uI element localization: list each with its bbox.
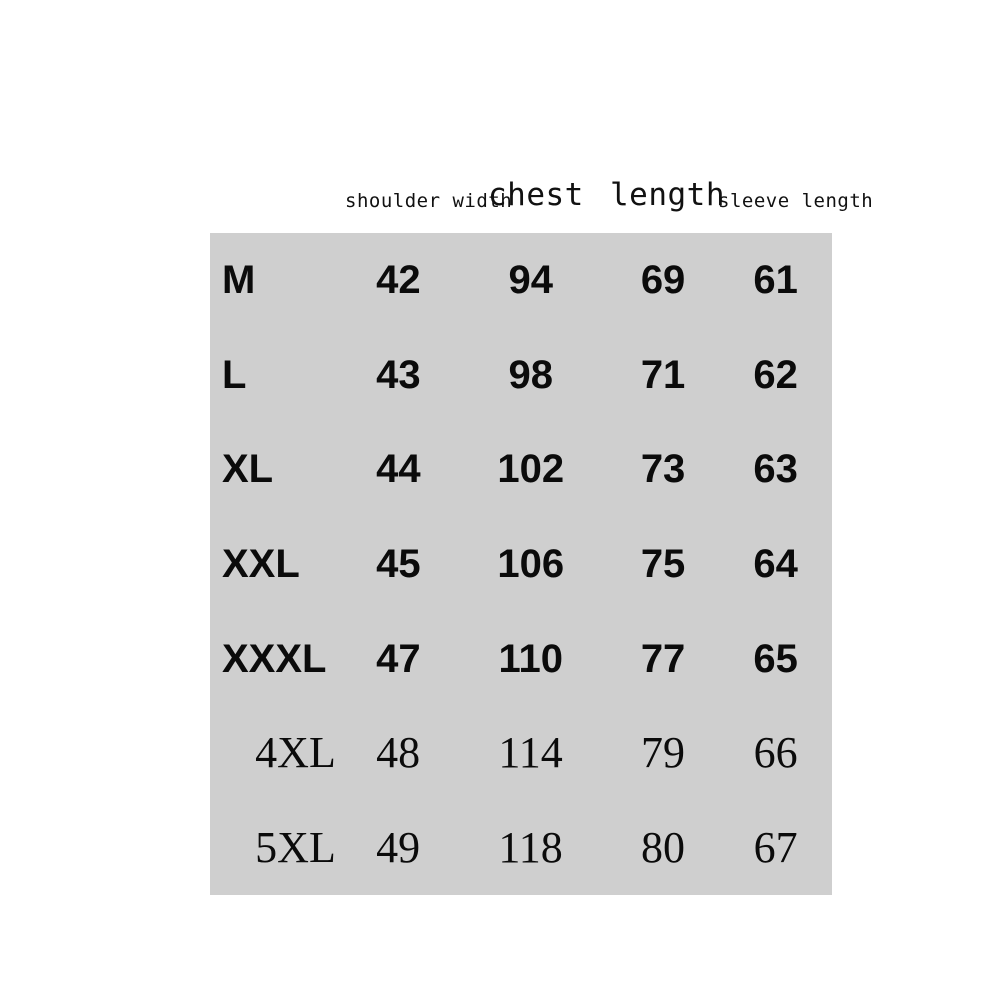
size-table-panel: [210, 233, 832, 895]
cell-size: XXL: [222, 542, 300, 587]
cell-sleeve-length: 61: [753, 258, 798, 303]
table-row: [210, 517, 832, 612]
size-table: [210, 233, 832, 895]
cell-shoulder-width: 49: [376, 822, 421, 872]
cell-size: L: [222, 352, 247, 397]
cell-size: XL: [222, 447, 274, 492]
cell-shoulder-width: 45: [376, 542, 421, 587]
cell-sleeve-length: 65: [753, 636, 798, 681]
cell-sleeve-length: 66: [753, 728, 798, 778]
cell-chest: 118: [498, 822, 563, 872]
cell-shoulder-width: 42: [376, 258, 421, 303]
column-header-shoulder-width: shoulder width: [345, 190, 513, 212]
table-row: [210, 422, 832, 517]
cell-chest: 98: [508, 352, 553, 397]
cell-size: 4XL: [255, 728, 336, 778]
cell-sleeve-length: 62: [753, 352, 798, 397]
table-row: [210, 328, 832, 423]
cell-size: XXXL: [222, 636, 327, 681]
table-row: [210, 706, 832, 801]
cell-length: 79: [640, 728, 685, 778]
cell-length: 80: [640, 822, 685, 872]
cell-shoulder-width: 47: [376, 636, 421, 681]
cell-sleeve-length: 67: [753, 822, 798, 872]
table-row: [210, 611, 832, 706]
column-header-sleeve-length: sleeve length: [718, 190, 874, 212]
column-header-chest: chest: [488, 177, 584, 213]
cell-chest: 102: [497, 447, 565, 492]
cell-sleeve-length: 64: [753, 542, 798, 587]
cell-size: 5XL: [255, 822, 336, 872]
table-row: [210, 800, 832, 895]
table-header-row: [210, 177, 874, 226]
cell-chest: 110: [498, 636, 564, 681]
cell-length: 75: [640, 542, 686, 587]
cell-size: M: [222, 258, 256, 303]
cell-chest: 114: [498, 728, 563, 778]
cell-shoulder-width: 48: [376, 728, 421, 778]
table-row: [210, 233, 832, 328]
cell-shoulder-width: 43: [376, 352, 421, 397]
column-header-length: length: [610, 177, 725, 213]
cell-sleeve-length: 63: [753, 447, 798, 492]
cell-length: 77: [640, 636, 686, 681]
cell-chest: 106: [497, 542, 565, 587]
cell-length: 71: [640, 352, 686, 397]
cell-length: 73: [640, 447, 686, 492]
cell-chest: 94: [508, 258, 553, 303]
cell-length: 69: [640, 258, 686, 303]
cell-shoulder-width: 44: [376, 447, 421, 492]
